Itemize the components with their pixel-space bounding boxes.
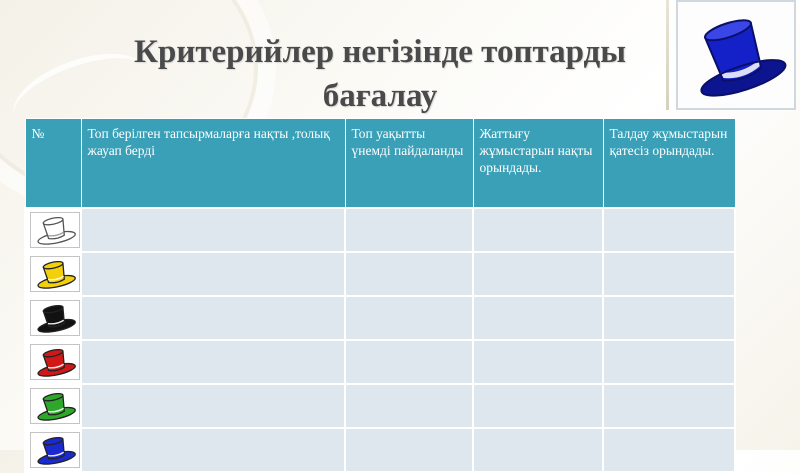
score-cell[interactable] (345, 340, 473, 384)
group-hat-frame (30, 300, 80, 336)
table-row (25, 252, 735, 296)
score-cell[interactable] (473, 428, 603, 472)
yellow-top-hat-icon (33, 259, 77, 289)
score-cell[interactable] (603, 340, 735, 384)
slide-title-line-1: Критерийлер негізінде топтарды (134, 34, 626, 70)
header-criterion-time-use: Топ уақытты үнемді пайдаланды (345, 119, 473, 209)
table-row (25, 340, 735, 384)
score-cell[interactable] (473, 252, 603, 296)
score-cell[interactable] (345, 252, 473, 296)
group-hat-cell (25, 428, 81, 472)
score-cell[interactable] (603, 252, 735, 296)
score-cell[interactable] (603, 296, 735, 340)
score-cell[interactable] (473, 340, 603, 384)
score-cell[interactable] (473, 296, 603, 340)
blue-top-hat-icon (33, 435, 77, 465)
black-top-hat-icon (33, 303, 77, 333)
score-cell[interactable] (81, 428, 345, 472)
slide-title (100, 30, 660, 118)
evaluation-table (24, 118, 736, 473)
group-hat-frame (30, 256, 80, 292)
score-cell[interactable] (345, 208, 473, 252)
group-hat-cell (25, 252, 81, 296)
group-hat-cell (25, 208, 81, 252)
score-cell[interactable] (81, 296, 345, 340)
group-hat-frame (30, 432, 80, 468)
score-cell[interactable] (81, 252, 345, 296)
white-top-hat-icon (33, 215, 77, 245)
slide-title-line-2: бағалау (322, 78, 438, 114)
table-row (25, 208, 735, 252)
top-hat-icon (684, 9, 788, 101)
score-cell[interactable] (81, 384, 345, 428)
red-top-hat-icon (33, 347, 77, 377)
group-hat-cell (25, 296, 81, 340)
score-cell[interactable] (603, 208, 735, 252)
table-row (25, 296, 735, 340)
table-row (25, 384, 735, 428)
score-cell[interactable] (603, 384, 735, 428)
header-divider (666, 0, 669, 110)
header-criterion-analysis: Талдау жұмыстарын қатесіз орындады. (603, 119, 735, 209)
group-hat-frame (30, 388, 80, 424)
score-cell[interactable] (345, 296, 473, 340)
header-number: № (25, 119, 81, 209)
table-row (25, 428, 735, 472)
score-cell[interactable] (81, 208, 345, 252)
score-cell[interactable] (473, 208, 603, 252)
score-cell[interactable] (81, 340, 345, 384)
header-hat-image (676, 0, 796, 110)
green-top-hat-icon (33, 391, 77, 421)
score-cell[interactable] (345, 384, 473, 428)
score-cell[interactable] (473, 384, 603, 428)
score-cell[interactable] (603, 428, 735, 472)
group-hat-cell (25, 340, 81, 384)
header-criterion-exercises: Жаттығу жұмыстарын нақты орындады. (473, 119, 603, 209)
group-hat-frame (30, 212, 80, 248)
header-criterion-complete-answers: Топ берілген тапсырмаларға нақты ,толық жауап берді (81, 119, 345, 209)
group-hat-cell (25, 384, 81, 428)
score-cell[interactable] (345, 428, 473, 472)
table-header-row (25, 119, 735, 209)
group-hat-frame (30, 344, 80, 380)
